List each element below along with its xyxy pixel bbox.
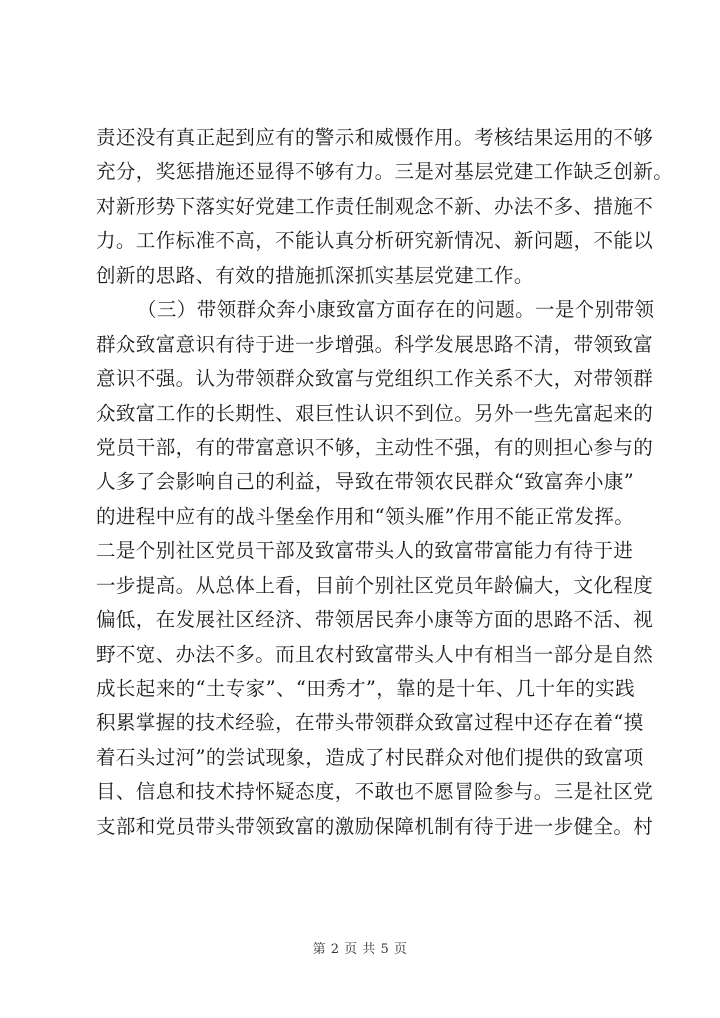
- text-line: 一步提高。从总体上看，目前个别社区党员年龄偏大，文化程度: [96, 573, 654, 597]
- text-line: 着石头过河”的尝试现象，造成了村民群众对他们提供的致富项: [96, 745, 644, 769]
- text-line: 的进程中应有的战斗堡垒作用和“领头雁”作用不能正常发挥。: [96, 504, 635, 528]
- body-text: [96, 121, 674, 844]
- text-line: 二是个别社区党员干部及致富带头人的致富带富能力有待于进: [96, 539, 634, 563]
- text-line: 对新形势下落实好党建工作责任制观念不新、办法不多、措施不: [96, 194, 654, 218]
- text-line: 偏低，在发展社区经济、带领居民奔小康等方面的思路不活、视: [96, 608, 654, 632]
- text-line: 野不宽、办法不多。而且农村致富带头人中有相当一部分是自然: [96, 642, 654, 666]
- text-line: 力。工作标准不高，不能认真分析研究新情况、新问题，不能以: [96, 229, 654, 253]
- text-line: 人多了会影响自己的利益，导致在带领农民群众“致富奔小康”: [96, 470, 635, 494]
- page-number-footer: 第 2 页 共 5 页: [312, 942, 408, 957]
- section-heading-line: （三）带领群众奔小康致富方面存在的问题。一是个别带领: [137, 298, 655, 322]
- text-line: 成长起来的“土专家”、“田秀才”，靠的是十年、几十年的实践: [96, 677, 635, 700]
- text-line: 积累掌握的技术经验，在带头带领群众致富过程中还存在着“摸: [96, 711, 644, 735]
- text-line: 创新的思路、有效的措施抓深抓实基层党建工作。: [96, 263, 534, 287]
- text-line: 党员干部，有的带富意识不够，主动性不强，有的则担心参与的: [96, 435, 654, 459]
- text-line: 支部和党员带头带领致富的激励保障机制有待于进一步健全。村: [96, 814, 654, 838]
- text-line: 责还没有真正起到应有的警示和威慑作用。考核结果运用的不够: [96, 126, 654, 149]
- text-line: 群众致富意识有待于进一步增强。科学发展思路不清，带领致富: [96, 332, 654, 356]
- text-line: 充分，奖惩措施还显得不够有力。三是对基层党建工作缺乏创新。: [96, 160, 674, 184]
- text-line: 众致富工作的长期性、艰巨性认识不到位。另外一些先富起来的: [96, 401, 654, 425]
- text-line: 意识不强。认为带领群众致富与党组织工作关系不大，对带领群: [96, 367, 654, 391]
- text-line: 目、信息和技术持怀疑态度，不敢也不愿冒险参与。三是社区党: [96, 780, 654, 804]
